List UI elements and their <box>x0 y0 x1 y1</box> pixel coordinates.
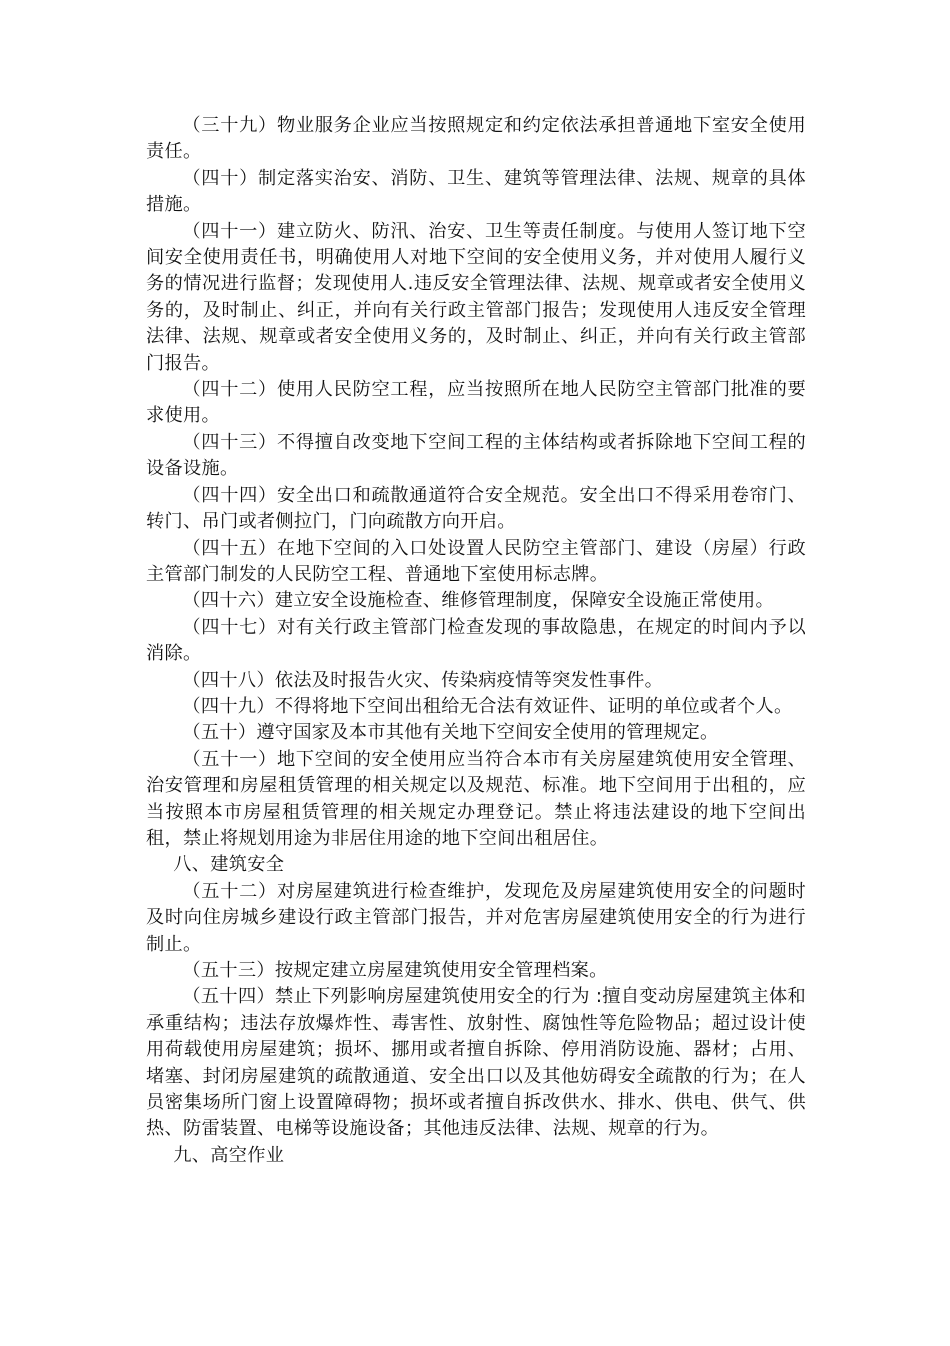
paragraph-54: （五十四）禁止下列影响房屋建筑使用安全的行为 :擅自变动房屋建筑主体和承重结构；违法存放爆炸性、毒害性、放射性、腐蚀性等危险物品；超过设计使用荷载使用房屋建筑；损坏、挪用或者擅自拆除、停用消防设施、器材；占用、堵塞、封闭房屋建筑的疏散通道、安全出口以及其他妨碍安全疏散的行为；在人员密集场所门窗上设置障碍物；损坏或者擅自拆改供水、排水、供电、供气、供热、防雷装置、电梯等设施设备；其他违反法律、法规、规章的行为。 <box>146 986 806 1140</box>
document-body <box>146 113 806 1169</box>
paragraph-46: （四十六）建立安全设施检查、维修管理制度，保障安全设施正常使用。 <box>182 590 774 612</box>
section-heading-high-altitude-work: 九、高空作业 <box>173 1144 285 1166</box>
paragraph-39: （三十九）物业服务企业应当按照规定和约定依法承担普通地下室安全使用责任。 <box>146 115 806 163</box>
section-heading-building-safety: 八、建筑安全 <box>173 854 285 876</box>
paragraph-47: （四十七）对有关行政主管部门检查发现的事故隐患，在规定的时间内予以消除。 <box>146 616 806 665</box>
paragraph-42: （四十二）使用人民防空工程，应当按照所在地人民防空主管部门批准的要求使用。 <box>146 379 806 427</box>
paragraph-50: （五十）遵守国家及本市其他有关地下空间安全使用的管理规定。 <box>182 722 719 744</box>
paragraph-40: （四十）制定落实治安、消防、卫生、建筑等管理法律、法规、规章的具体措施。 <box>146 167 806 216</box>
paragraph-43: （四十三）不得擅自改变地下空间工程的主体结构或者拆除地下空间工程的设备设施。 <box>146 431 806 480</box>
paragraph-51: （五十一）地下空间的安全使用应当符合本市有关房屋建筑使用安全管理、治安管理和房屋租赁管理的相关规定以及规范、标准。地下空间用于出租的，应当按照本市房屋租赁管理的相关规定办理登记。禁止将违法建设的地下空间出租，禁止将规划用途为非居住用途的地下空间出租居住。 <box>146 748 806 849</box>
paragraph-53: （五十三）按规定建立房屋建筑使用安全管理档案。 <box>182 960 608 981</box>
paragraph-41: （四十一）建立防火、防汛、治安、卫生等责任制度。与使用人签订地下空间安全使用责任书，明确使用人对地下空间的安全使用义务，并对使用人履行义务的情况进行监督；发现使用人.违反安全管理法律、法规、规章或者安全使用义务的，及时制止、纠正，并向有关行政主管部门报告；发现使用人违反安全管理法律、法规、规章或者安全使用义务的，及时制止、纠正，并向有关行政主管部门报告。 <box>146 220 806 374</box>
paragraph-52: （五十二）对房屋建筑进行检查维护，发现危及房屋建筑使用安全的问题时及时向住房城乡建设行政主管部门报告，并对危害房屋建筑使用安全的行为进行制止。 <box>146 880 806 955</box>
paragraph-48: （四十八）依法及时报告火灾、传染病疫情等突发性事件。 <box>182 669 664 691</box>
paragraph-45: （四十五）在地下空间的入口处设置人民防空主管部门、建设（房屋）行政主管部门制发的人民防空工程、普通地下室使用标志牌。 <box>146 537 806 585</box>
paragraph-49: （四十九）不得将地下空间出租给无合法有效证件、证明的单位或者个人。 <box>182 695 793 717</box>
paragraph-44: （四十四）安全出口和疏散通道符合安全规范。安全出口不得采用卷帘门、转门、吊门或者侧拉门，门向疏散方向开启。 <box>146 484 806 533</box>
